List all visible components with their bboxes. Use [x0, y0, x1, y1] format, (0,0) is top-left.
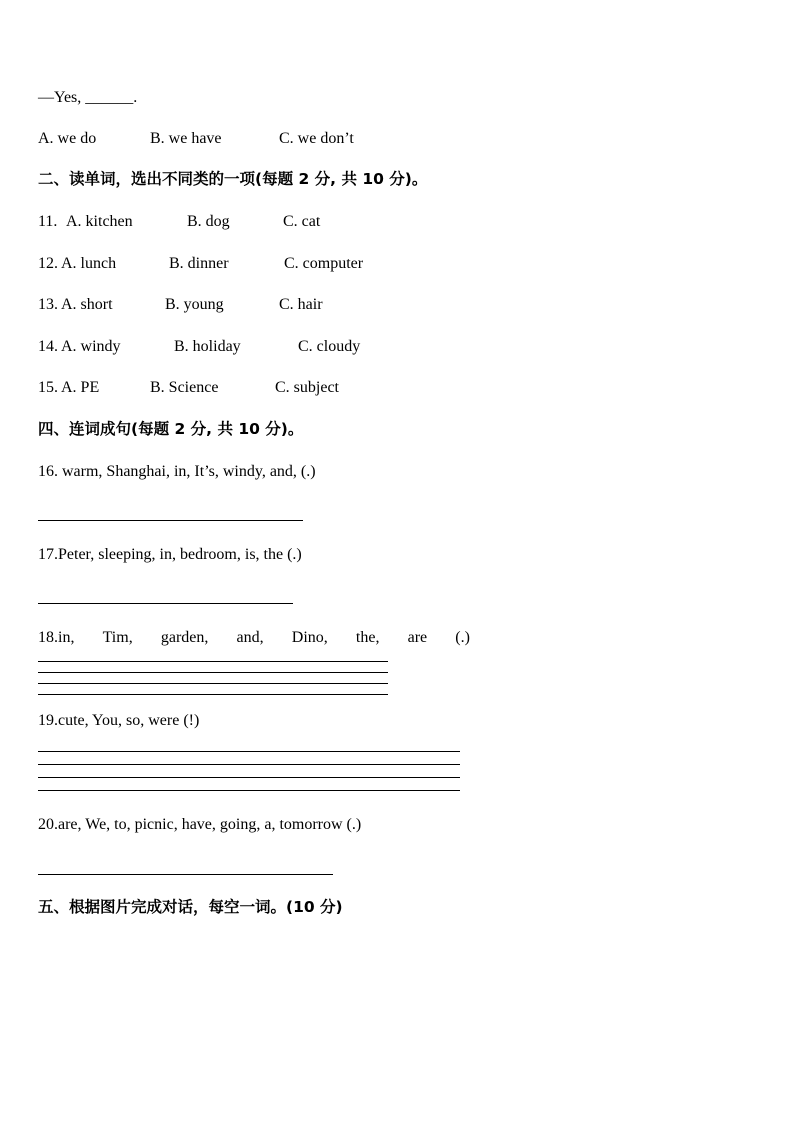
q15-option-c[interactable]: C. subject [275, 379, 339, 396]
question-20-prompt: 20.are, We, to, picnic, have, going, a, tomorrow (.) [38, 816, 362, 833]
q19-answer-line[interactable] [38, 777, 460, 778]
q12-option-a[interactable]: A. lunch [61, 255, 117, 272]
question-19-prompt: 19.cute, You, so, were (!) [38, 712, 200, 729]
q13-option-c[interactable]: C. hair [279, 296, 323, 313]
q11-option-a[interactable]: A. kitchen [66, 213, 133, 230]
q18-word: garden, [160, 629, 209, 646]
q18-word: Dino, [291, 629, 328, 646]
question-16-prompt: 16. warm, Shanghai, in, It’s, windy, and, (.) [38, 463, 316, 480]
question-15 [38, 378, 438, 398]
section4-title: 四、连词成句(每题 2 分, 共 10 分)。 [38, 420, 304, 438]
q18-answer-line[interactable] [38, 661, 388, 662]
q13-option-a[interactable]: A. short [61, 296, 113, 313]
q13-option-b[interactable]: B. young [165, 296, 224, 313]
question-14 [38, 337, 438, 357]
q18-answer-line[interactable] [38, 672, 388, 673]
q14-option-a[interactable]: A. windy [61, 338, 121, 355]
q10-answer-line: —Yes, ______. [38, 89, 138, 106]
q11-number: 11. [38, 213, 58, 230]
q19-answer-line[interactable] [38, 751, 460, 752]
section5-title: 五、根据图片完成对话，每空一词。(10 分) [38, 898, 343, 916]
q18-word: are [407, 629, 428, 646]
q15-number: 15. [38, 379, 58, 396]
q11-option-c[interactable]: C. cat [283, 213, 321, 230]
q15-option-b[interactable]: B. Science [150, 379, 219, 396]
q14-option-c[interactable]: C. cloudy [298, 338, 361, 355]
q13-number: 13. [38, 296, 58, 313]
q10-option-c[interactable]: C. we don’t [279, 130, 354, 147]
question-18-prompt [38, 628, 470, 648]
q19-answer-line[interactable] [38, 790, 460, 791]
q16-answer-line[interactable] [38, 520, 303, 521]
q12-option-c[interactable]: C. computer [284, 255, 364, 272]
q14-number: 14. [38, 338, 58, 355]
question-12 [38, 254, 438, 274]
q18-answer-line[interactable] [38, 694, 388, 695]
q10-option-b[interactable]: B. we have [150, 130, 222, 147]
q17-answer-line[interactable] [38, 603, 293, 604]
q14-option-b[interactable]: B. holiday [174, 338, 241, 355]
q12-number: 12. [38, 255, 58, 272]
section2-title: 二、读单词，选出不同类的一项(每题 2 分, 共 10 分)。 [38, 170, 428, 188]
q19-answer-line[interactable] [38, 764, 460, 765]
q18-word: and, [236, 629, 264, 646]
q20-answer-line[interactable] [38, 874, 333, 875]
q15-option-a[interactable]: A. PE [61, 379, 100, 396]
q18-word: 18.in, [38, 629, 75, 646]
q18-answer-line[interactable] [38, 683, 388, 684]
q10-option-a[interactable]: A. we do [38, 130, 97, 147]
q11-option-b[interactable]: B. dog [187, 213, 230, 230]
q18-word: Tim, [102, 629, 133, 646]
q18-word: the, [355, 629, 380, 646]
q18-word: (.) [455, 629, 470, 646]
question-11 [38, 212, 438, 232]
question-17-prompt: 17.Peter, sleeping, in, bedroom, is, the (.) [38, 546, 302, 563]
question-13 [38, 295, 438, 315]
q10-options [38, 129, 438, 149]
q12-option-b[interactable]: B. dinner [169, 255, 229, 272]
